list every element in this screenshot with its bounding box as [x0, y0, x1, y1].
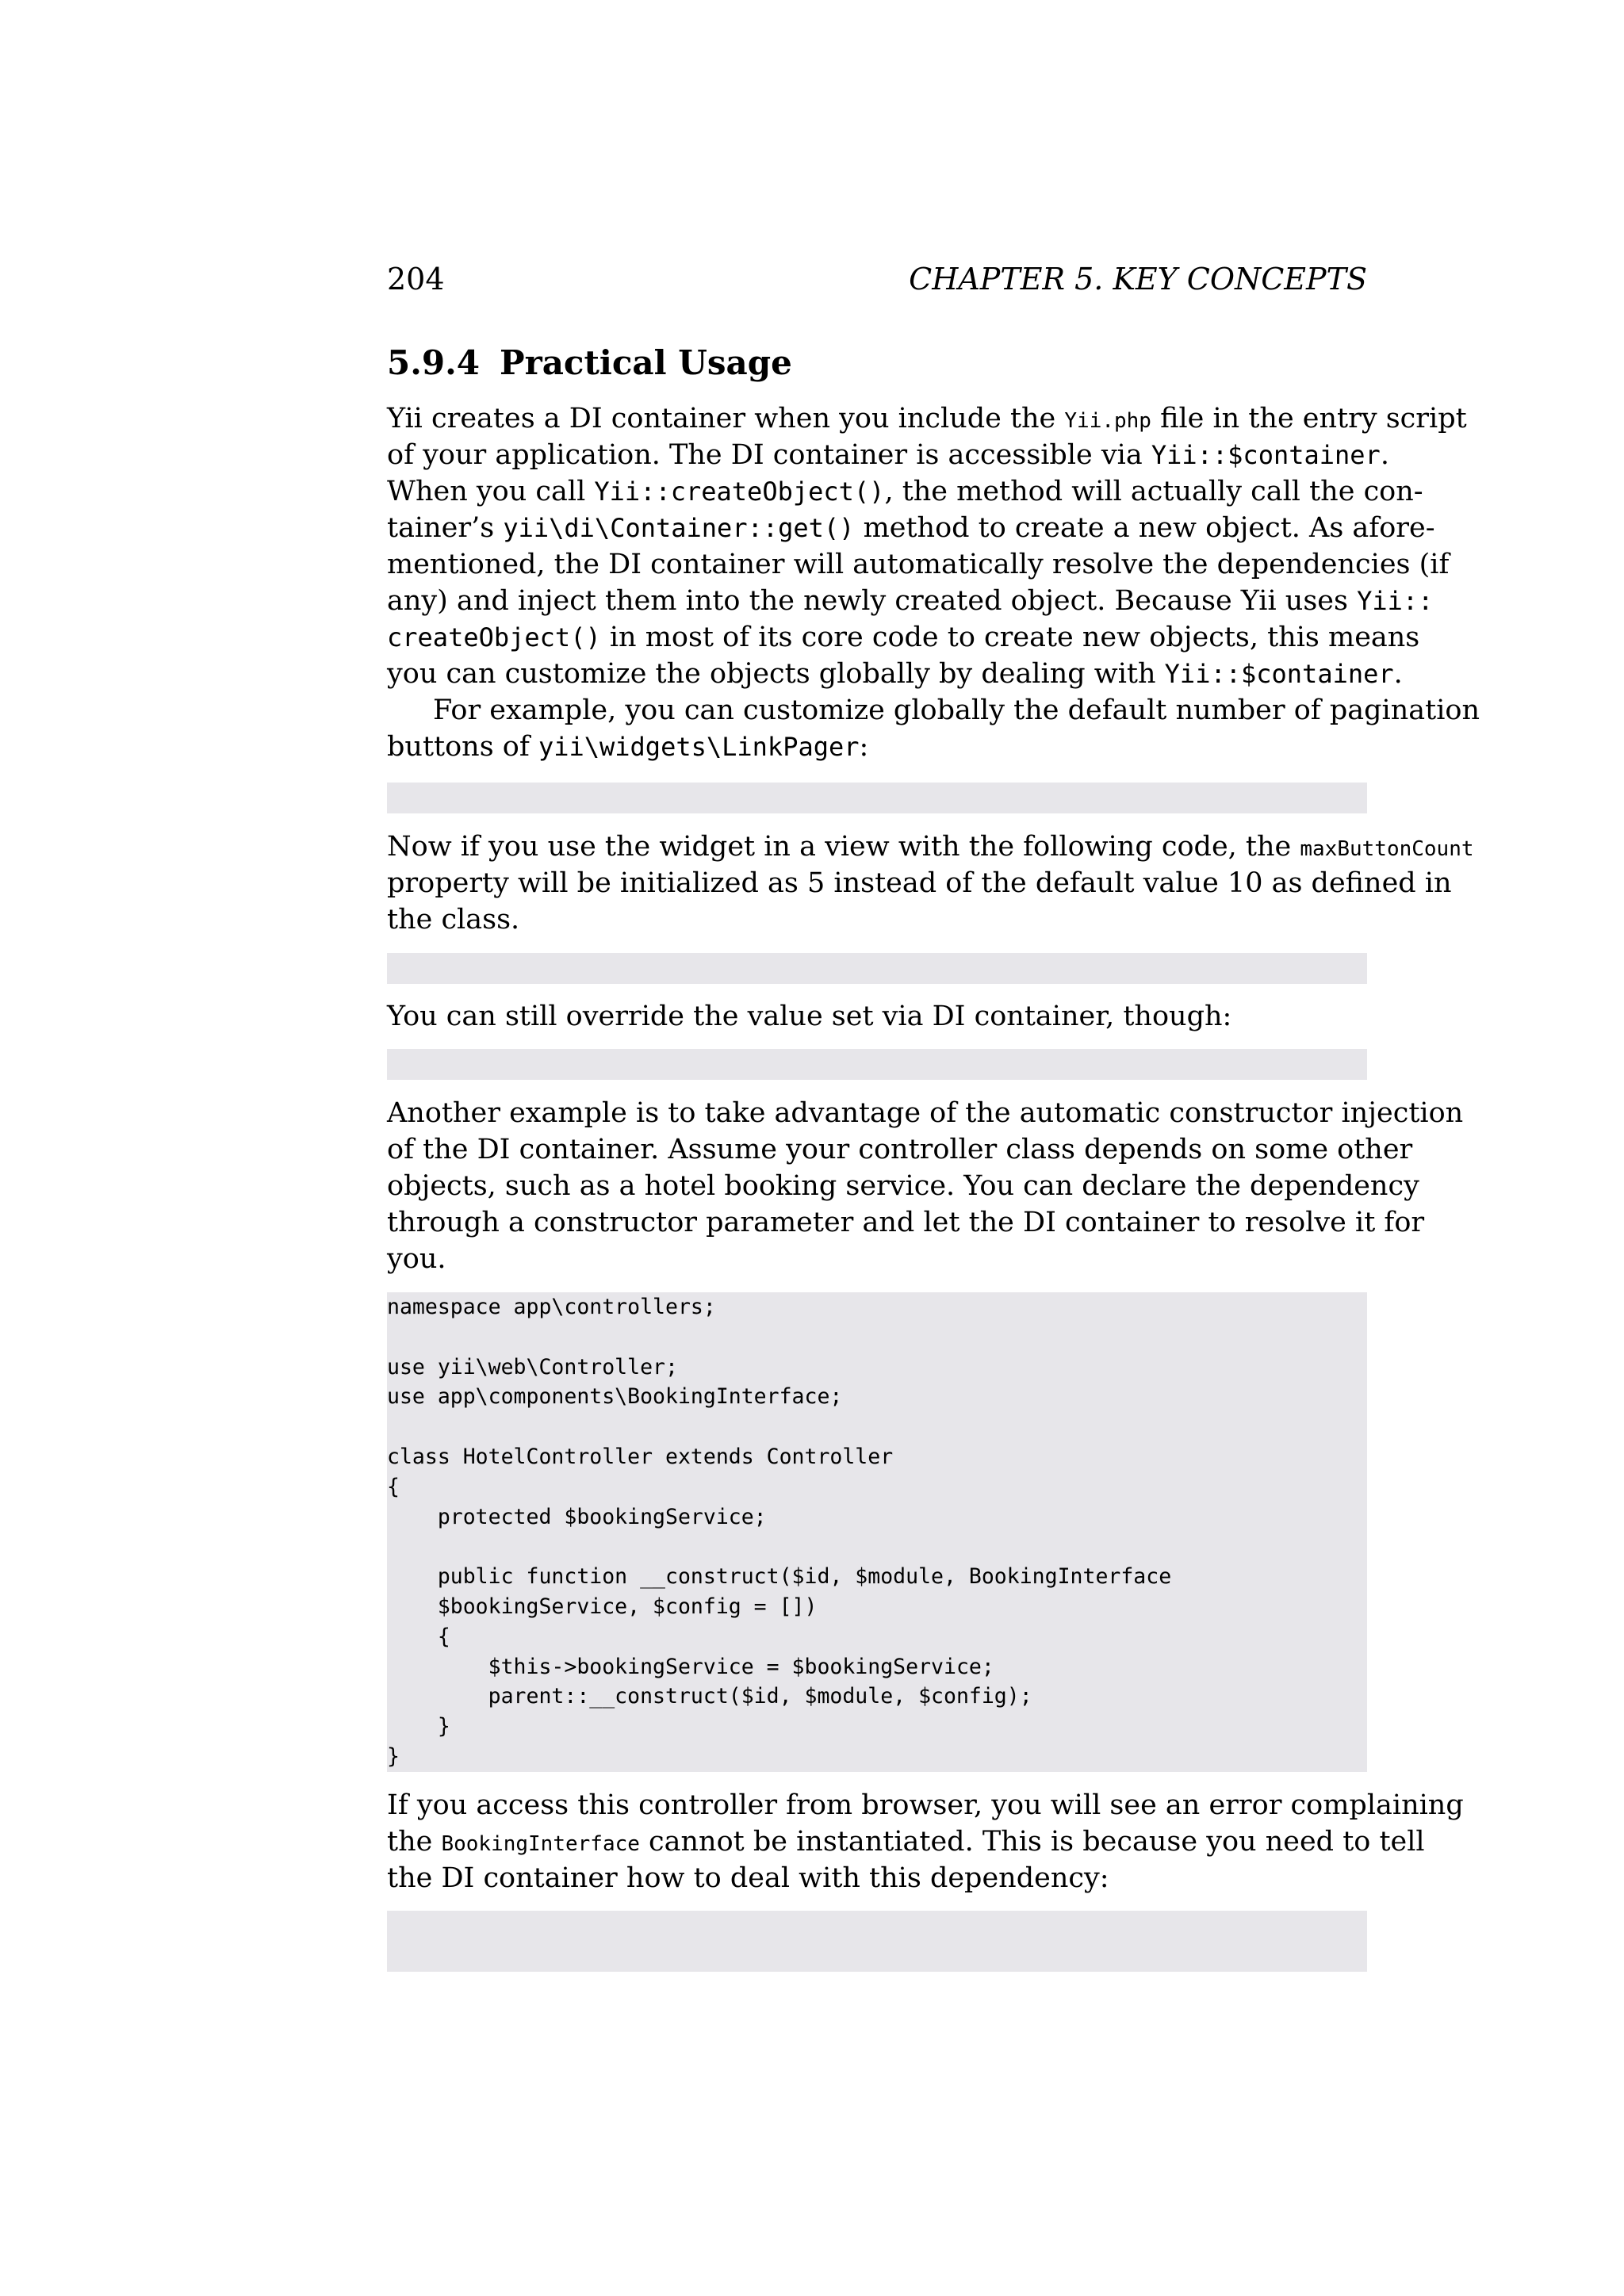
code-line: class HotelController extends Controller [387, 1444, 894, 1469]
para6-line-2: the BookingInterface cannot be instantiated. This is because you need to tell [387, 1826, 1425, 1858]
code-block-container-set [387, 783, 1367, 813]
code-block-booking-set [387, 1911, 1367, 1972]
inline-code: Yii:: [1357, 586, 1434, 616]
code-line: { [387, 1624, 450, 1649]
code-line: use app\components\BookingInterface; [387, 1384, 843, 1410]
inline-code: Yii.php [1064, 409, 1151, 433]
code-line [387, 1971, 1367, 1972]
para3-line-3: the class. [387, 904, 520, 936]
inline-code: Yii::$container [1164, 659, 1394, 689]
code-block-widget-override [387, 1049, 1367, 1080]
inline-code: Yii::$container [1151, 440, 1381, 470]
code-line [387, 1412, 1367, 1442]
para5-line-5: you. [387, 1243, 446, 1275]
code-line: $this->bookingService = $bookingService; [387, 1654, 994, 1679]
inline-code: yii\di\Container::get() [503, 513, 855, 543]
chapter-title: CHAPTER 5. KEY CONCEPTS [909, 262, 1367, 297]
code-line: parent::__construct($id, $module, $config); [387, 1684, 1032, 1709]
para6-line-3: the DI container how to deal with this dependency: [387, 1862, 1109, 1894]
code-line: } [387, 1714, 450, 1739]
para4-line-1: You can still override the value set via DI container, though: [387, 1001, 1232, 1032]
para1-line-3: When you call Yii::createObject(), the method will actually call the con- [387, 476, 1423, 507]
code-line: } [387, 1743, 400, 1769]
page-number: 204 [387, 262, 445, 297]
para1-line-6: any) and inject them into the newly created object. Because Yii uses Yii:: [387, 585, 1434, 617]
section-heading [387, 342, 792, 384]
para2-line-1: For example, you can customize globally the default number of pagination [433, 695, 1480, 726]
para5-line-1: Another example is to take advantage of the automatic constructor injection [387, 1097, 1464, 1129]
para5-line-2: of the DI container. Assume your controller class depends on some other [387, 1134, 1413, 1165]
para1-line-7: createObject() in most of its core code to create new objects, this means [387, 622, 1420, 653]
inline-code: maxButtonCount [1300, 837, 1474, 861]
para3-line-2: property will be initialized as 5 instead of the default value 10 as defined in [387, 867, 1452, 899]
para3-line-1: Now if you use the widget in a view with the following code, the maxButtonCount [387, 831, 1474, 863]
para1-line-4: tainer’s yii\di\Container::get() method to create a new object. As afore- [387, 512, 1435, 544]
section-number: 5.9.4 [387, 343, 480, 382]
code-line: namespace app\controllers; [387, 1295, 716, 1319]
code-line: $bookingService, $config = []) [387, 1594, 818, 1619]
para5-line-4: through a constructor parameter and let the DI container to resolve it for [387, 1207, 1425, 1238]
code-line: protected $bookingService; [387, 1504, 767, 1529]
para1-line-1: Yii creates a DI container when you include the Yii.php file in the entry script [387, 403, 1467, 434]
code-block-hotel-controller [387, 1292, 1367, 1772]
inline-code: createObject() [387, 622, 601, 652]
inline-code: Yii::createObject() [594, 476, 885, 507]
code-line [387, 1322, 1367, 1353]
section-title: Practical Usage [500, 343, 792, 382]
code-line [387, 1532, 1367, 1562]
code-line: public function __construct($id, $module, BookingInterface [387, 1564, 1172, 1590]
para5-line-3: objects, such as a hotel booking service. You can declare the dependency [387, 1170, 1419, 1202]
code-block-widget-call [387, 953, 1367, 984]
para2-line-2: buttons of yii\widgets\LinkPager: [387, 731, 869, 763]
inline-code: yii\widgets\LinkPager [538, 732, 860, 762]
inline-code: BookingInterface [441, 1832, 640, 1856]
code-line: use yii\web\Controller; [387, 1354, 678, 1380]
para6-line-1: If you access this controller from browser, you will see an error complaining [387, 1789, 1464, 1821]
code-line: { [387, 1474, 400, 1499]
para1-line-8: you can customize the objects globally by dealing with Yii::$container. [387, 658, 1403, 690]
para1-line-2: of your application. The DI container is accessible via Yii::$container. [387, 439, 1389, 471]
para1-line-5: mentioned, the DI container will automatically resolve the dependencies (if [387, 549, 1450, 580]
